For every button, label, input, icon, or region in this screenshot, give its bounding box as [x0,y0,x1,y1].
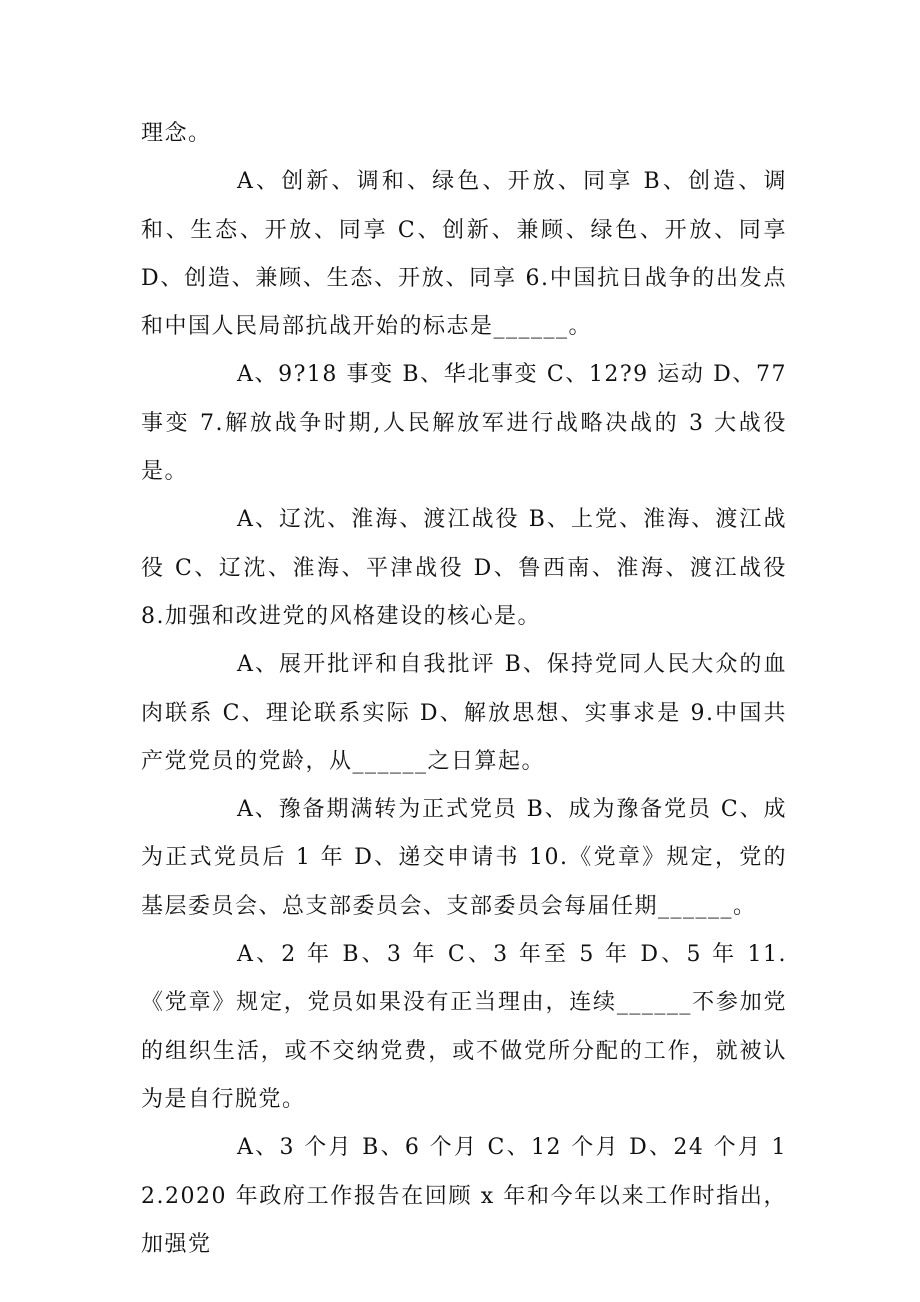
paragraph-1: 理念。 [141,121,212,146]
document-body [141,110,787,1269]
paragraph-7: A、2 年 B、3 年 C、3 年至 5 年 D、5 年 11.《党章》规定，党员如果没有正当理由，连续______不参加党的组织生活，或不交纳党费，或不做党所分配的工作，就被认为是自行脱党。 [141,942,787,1112]
paragraph-4: A、辽沈、淮海、渡江战役 B、上党、淮海、渡江战役 C、辽沈、淮海、平津战役 D、鲁西南、淮海、渡江战役 8.加强和改进党的风格建设的核心是。 [141,507,787,629]
paragraph-3: A、9?18 事变 B、华北事变 C、12?9 运动 D、77 事变 7.解放战争时期,人民解放军进行战略决战的 3 大战役是。 [141,362,787,485]
paragraph-2: A、创新、调和、绿色、开放、同享 B、创造、调和、生态、开放、同享 C、创新、兼顾、绿色、开放、同享 D、创造、兼顾、生态、开放、同享 6.中国抗日战争的出发点和中国人民局部抗战开始的标志是______。 [141,169,787,340]
paragraph-8: A、3 个月 B、6 个月 C、12 个月 D、24 个月 12.2020 年政府工作报告在回顾 x 年和今年以来工作时指出，加强党 [141,1135,787,1257]
paragraph-6: A、豫备期满转为正式党员 B、成为豫备党员 C、成为正式党员后 1 年 D、递交申请书 10.《党章》规定，党的基层委员会、总支部委员会、支部委员会每届任期______。 [141,797,787,919]
paragraph-5: A、展开批评和自我批评 B、保持党同人民大众的血肉联系 C、理论联系实际 D、解放思想、实事求是 9.中国共产党党员的党龄，从______之日算起。 [141,652,787,774]
